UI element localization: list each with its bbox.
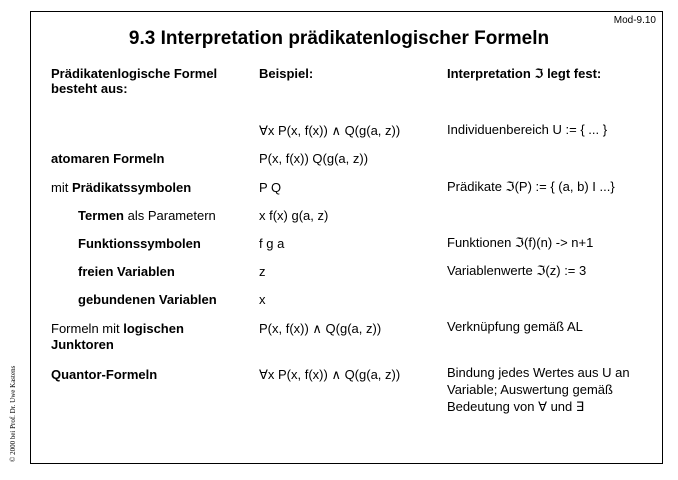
interpretation-predicates: Prädikate ℑ(P) := { (a, b) I ...} [447, 179, 615, 194]
example-full-formula: ∀x P(x, f(x)) ∧ Q(g(a, z)) [259, 123, 401, 138]
component-term: Termen [78, 208, 124, 223]
component-term: logischen Junktoren [51, 321, 184, 352]
example-free-variables: z [259, 264, 266, 279]
component-free-variables: freien Variablen [78, 264, 175, 279]
component-predicate-symbols [51, 180, 191, 196]
component-logical-junctors [51, 321, 221, 353]
slide-id: Mod-9.10 [613, 15, 656, 26]
interpretation-variable-values: Variablenwerte ℑ(z) := 3 [447, 263, 587, 278]
example-predicate-symbols: P Q [259, 180, 282, 195]
example-junctor-formula: P(x, f(x)) ∧ Q(g(a, z)) [259, 321, 382, 336]
example-atomic-formulas: P(x, f(x)) Q(g(a, z)) [259, 151, 369, 166]
component-quantor-formulas: Quantor-Formeln [51, 367, 158, 382]
page-title: 9.3 Interpretation prädikatenlogischer Formeln [128, 28, 550, 49]
example-bound-variables: x [259, 292, 266, 307]
example-quantor-formula: ∀x P(x, f(x)) ∧ Q(g(a, z)) [259, 367, 401, 382]
example-terms: x f(x) g(a, z) [259, 208, 329, 223]
interpretation-functions: Funktionen ℑ(f)(n) -> n+1 [447, 235, 594, 250]
component-prefix: Formeln mit [51, 321, 124, 336]
component-term: Prädikatssymbolen [71, 180, 192, 195]
component-function-symbols: Funktionssymbolen [78, 236, 201, 251]
component-terms [78, 208, 216, 224]
interpretation-junctors: Verknüpfung gemäß AL [447, 319, 583, 334]
interpretation-domain: Individuenbereich U := { ... } [447, 122, 608, 137]
header-example: Beispiel: [259, 66, 314, 81]
header-formula-components: Prädikatenlogische Formel besteht aus: [51, 66, 218, 96]
component-atomic-formulas: atomaren Formeln [51, 151, 165, 166]
copyright-note: © 2000 bei Prof. Dr. Uwe Kastens [9, 365, 17, 462]
component-prefix: mit [51, 180, 72, 195]
component-suffix: als Parametern [124, 208, 216, 223]
component-bound-variables: gebundenen Variablen [78, 292, 217, 307]
example-function-symbols: f g a [259, 236, 285, 251]
interpretation-quantors: Bindung jedes Wertes aus U an Variable; Auswertung gemäß Bedeutung von ∀ und ∃ [447, 365, 630, 414]
header-interpretation: Interpretation ℑ legt fest: [447, 66, 602, 81]
